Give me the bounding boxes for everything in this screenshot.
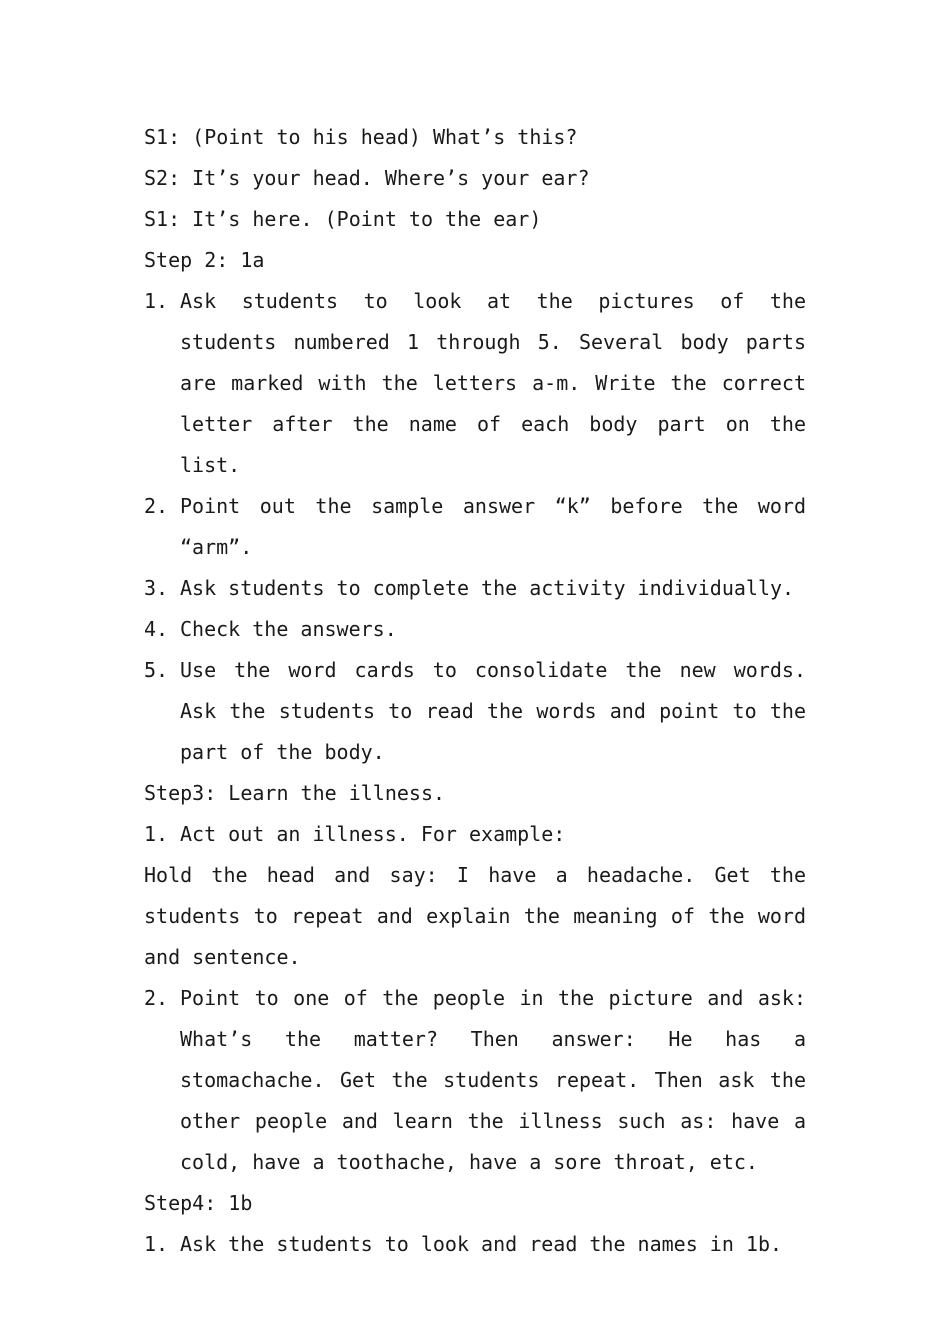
dialogue-line: S2: It’s your head. Where’s your ear? [144,166,590,190]
item-text: Act out an illness. For example: [180,822,566,846]
item-number: 5. [144,658,169,682]
step2-item-1 [144,281,806,486]
dialogue-line: S1: (Point to his head) What’s this? [144,125,578,149]
dialogue-line: S1: It’s here. (Point to the ear) [144,207,542,231]
item-text: Point out the sample answer “k” before the word “arm”. [180,494,806,559]
item-text: Ask the students to look and read the names in 1b. [180,1232,783,1256]
item-number: 2. [144,986,169,1010]
step2-item-2 [144,486,806,568]
item-text: Ask students to look at the pictures of the students numbered 1 through 5. Several body parts are marked with the letters a-m. Write the correct letter after the name of each body part on the list. [180,289,806,477]
step3-item-2 [144,978,806,1183]
item-text: Point to one of the people in the picture and ask: What’s the matter? Then answer: He has a stomachache. Get the students repeat. Then ask the other people and learn the illness such as: have a cold, have a toothache, have a sore throat, etc. [180,986,806,1174]
step2-item-3 [144,568,806,609]
item-text: Check the answers. [180,617,397,641]
step2-item-5 [144,650,806,773]
step3-item-1 [144,814,806,855]
step4-heading: Step4: 1b [144,1191,253,1215]
step2-heading: Step 2: 1a [144,248,265,272]
step4-item-1 [144,1224,806,1265]
item-text: Ask students to complete the activity individually. [180,576,795,600]
document-page [144,117,806,1265]
step3-paragraph: Hold the head and say: I have a headache. Get the students to repeat and explain the meaning of the word and sentence. [144,863,806,969]
item-number: 1. [144,1232,169,1256]
item-number: 2. [144,494,169,518]
item-number: 1. [144,289,169,313]
step3-heading: Step3: Learn the illness. [144,781,446,805]
item-number: 4. [144,617,169,641]
item-text: Use the word cards to consolidate the new words. Ask the students to read the words and point to the part of the body. [180,658,806,764]
item-number: 3. [144,576,169,600]
item-number: 1. [144,822,169,846]
step2-item-4 [144,609,806,650]
